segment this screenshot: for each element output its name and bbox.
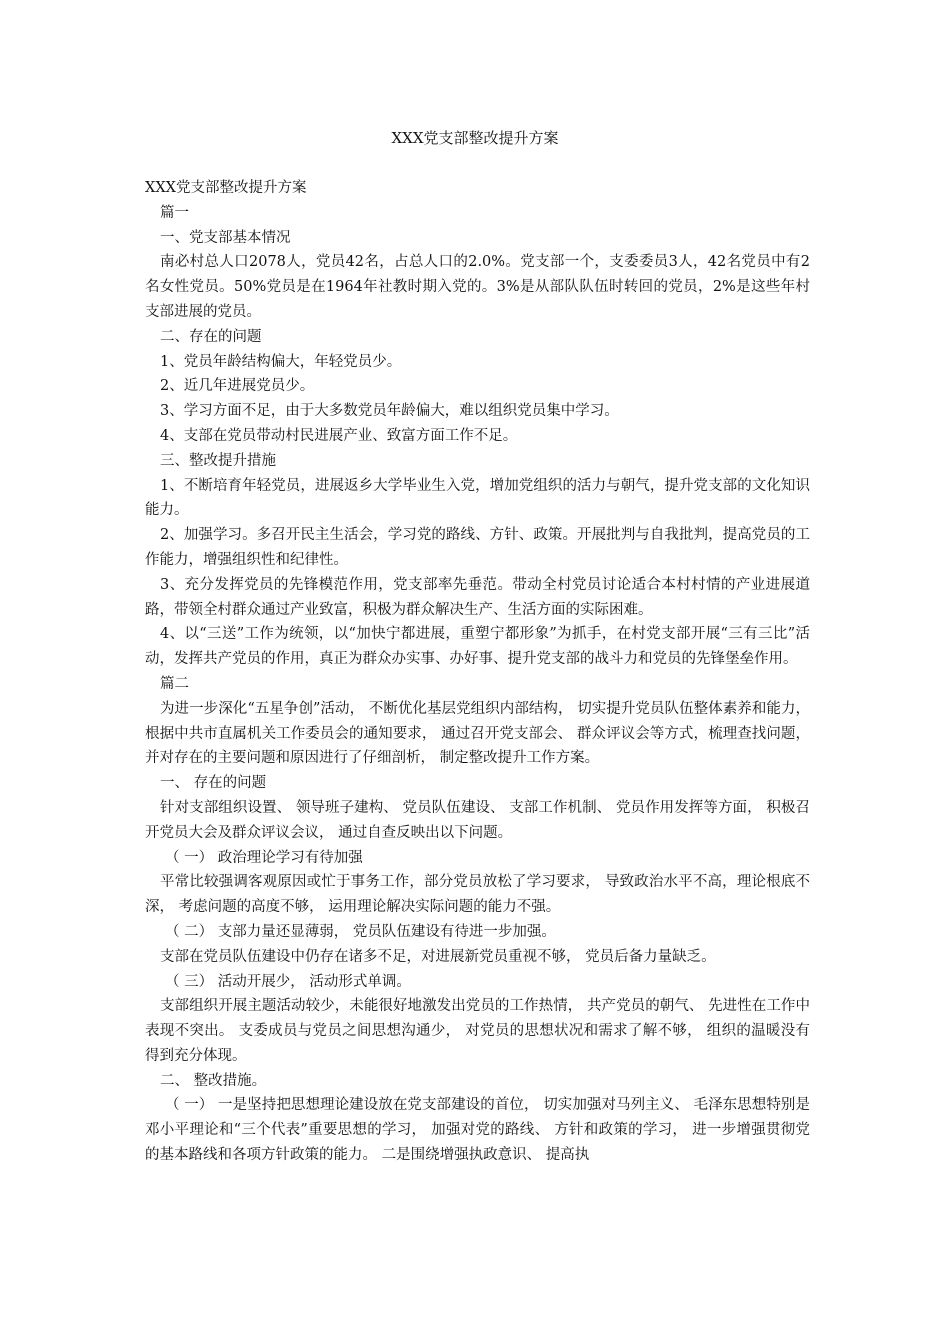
subtitle-heading: XXX党支部整改提升方案 (145, 180, 307, 196)
section-heading: 一、党支部基本情况 (160, 229, 291, 246)
paragraph: 针对支部组织设置、 领导班子建构、 党员队伍建设、 支部工作机制、 党员作用发挥等方面， 积极召开党员大会及群众评议会议， 通过自查反映出以下问题。 (145, 799, 810, 841)
paragraph: 为进一步深化“五星争创”活动， 不断优化基层党组织内部结构， 切实提升党员队伍整体素养和能力， 根据中共市直属机关工作委员会的通知要求， 通过召开党支部会、 群众评议会等方式，梳理查找问题， 并对存在的主要问题和原因进行了仔细剖析， 制定整改提升工作方案。 (145, 700, 810, 767)
section-heading: 二、 整改措施。 (160, 1072, 267, 1089)
paragraph: 支部组织开展主题活动较少，未能很好地激发出党员的工作热情， 共产党员的朝气、 先进性在工作中表现不突出。 支委成员与党员之间思想沟通少， 对党员的思想状况和需求了解不够， 组织的温暖没有得到充分体现。 (145, 998, 810, 1064)
list-item: 3、学习方面不足，由于大多数党员年龄偏大，难以组织党员集中学习。 (160, 403, 619, 420)
section-label-part-one: 篇一 (160, 204, 189, 221)
section-heading: 三、整改提升措施 (160, 452, 276, 469)
sub-heading: （ 三） 活动开展少， 活动形式单调。 (165, 973, 411, 990)
sub-heading: （ 一） 政治理论学习有待加强 (165, 849, 363, 866)
paragraph: 南必村总人口2078人，党员42名，占总人口的2.0%。党支部一个，支委委员3人，42名党员中有2名女性党员。50%党员是在1964年社教时期入党的。3%是从部队队伍时转回的党员，2%是这些年村支部进展的党员。 (145, 254, 810, 320)
section-label-part-two: 篇二 (160, 675, 189, 692)
paragraph: 平常比较强调客观原因或忙于事务工作，部分党员放松了学习要求， 导致政治水平不高，理论根底不深， 考虑问题的高度不够， 运用理论解决实际问题的能力不强。 (145, 874, 810, 916)
document-title: XXX党支部整改提升方案 (391, 129, 559, 147)
paragraph: 支部在党员队伍建设中仍存在诸多不足，对进展新党员重视不够， 党员后备力量缺乏。 (160, 948, 716, 965)
document-body (145, 176, 810, 1168)
list-item: 2、加强学习。多召开民主生活会，学习党的路线、方针、政策。开展批判与自我批判，提高党员的工作能力，增强组织性和纪律性。 (145, 527, 810, 568)
list-item: 4、以“三送”工作为统领，以“加快宁都进展，重塑宁都形象”为抓手，在村党支部开展“三有三比”活动，发挥共产党员的作用，真正为群众办实事、办好事、提升党支部的战斗力和党员的先锋堡垒作用。 (145, 626, 810, 668)
paragraph: （ 一） 一是坚持把思想理论建设放在党支部建设的首位， 切实加强对马列主义、 毛泽东思想特别是邓小平理论和“三个代表”重要思想的学习， 加强对党的路线、 方针和政策的学习， 进一步增强贯彻党的基本路线和各项方针政策的能力。 二是围绕增强执政意识、 提高执 (145, 1097, 810, 1164)
list-item: 4、支部在党员带动村民进展产业、致富方面工作不足。 (160, 427, 518, 444)
list-item: 3、充分发挥党员的先锋模范作用，党支部率先垂范。带动全村党员讨论适合本村村情的产业进展道路，带领全村群众通过产业致富，积极为群众解决生产、生活方面的实际困难。 (145, 576, 810, 618)
section-heading: 二、存在的问题 (160, 328, 262, 345)
section-heading: 一、 存在的问题 (160, 775, 267, 792)
list-item: 1、党员年龄结构偏大，年轻党员少。 (160, 353, 402, 370)
list-item: 1、不断培育年轻党员，进展返乡大学毕业生入党，增加党组织的活力与朝气，提升党支部的文化知识能力。 (145, 477, 810, 519)
list-item: 2、近几年进展党员少。 (160, 378, 315, 395)
sub-heading: （ 二） 支部力量还显薄弱， 党员队伍建设有待进一步加强。 (165, 923, 556, 940)
